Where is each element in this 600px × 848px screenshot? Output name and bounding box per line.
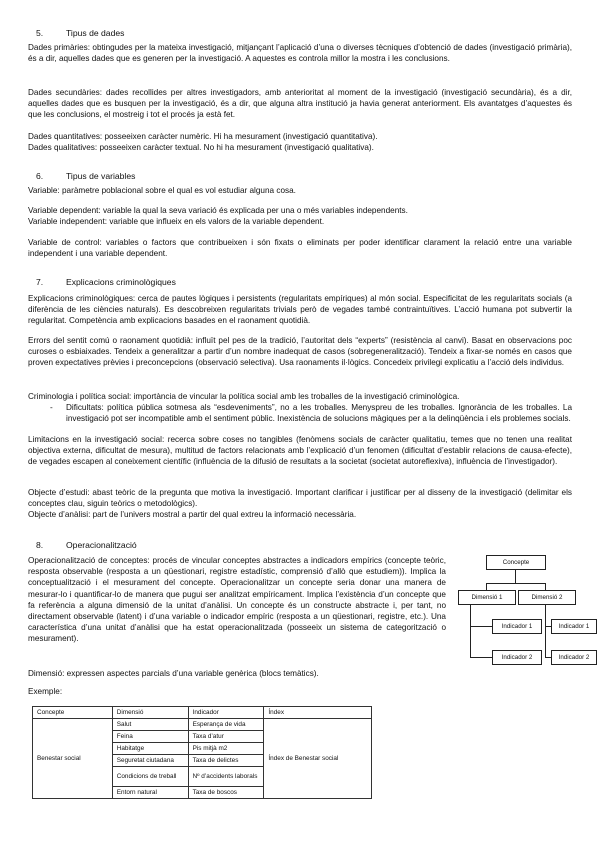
table-cell-indicator: Taxa de delictes (188, 755, 264, 767)
table-header-concepte: Concepte (33, 707, 113, 719)
paragraph-operacionalitzacio: Operacionalització de conceptes: procés de vincular conceptes abstractes a indicadors empírics (concepte teòric, resposta observable (resposta a un qüestionari, registre estadístic, comprensió d’allò que estudiem)). Implica la conceptualització i el mesurament del concepte. Operacionalitzar un concepte seria donar una manera de mesurar-lo i quantificar-lo de manera que pugui ser analitzat empíricament. Implica l’existència d’un concepte que fa referència a alguna dimensió de la unitat d’anàlisi. Un concepte és un constructe abstracte i, per tant, no directament observable (latent) i d’una variable o indicador empíric (resposta a un qüestionari, registre, etc.). Una característica d’una unitat d’anàlisi que ha estat operacionalitzada (posseeix un sistema de categorització o mesurament). (28, 556, 446, 644)
paragraph-variable-independent: Variable independent: variable que influeix en els valors de la variable dependent. (28, 217, 325, 226)
section-6-heading (0, 171, 135, 182)
diagram-connector (486, 583, 546, 584)
paragraph-limitacions: Limitacions en la investigació social: recerca sobre coses no tangibles (fenòmens socials de caràcter qualitatiu, temes que no tenen una realitat objectiva externa, dificultat de mesura), multitud de factors relacionats amb l’explicació d’un fenomen (dificultat d’establir relacions de causa-efecte), de vegades escapen al coneixement científic (influència de la difusió de resultats a la societat (societat autoreflexiva), influència de l’investigador). (28, 435, 572, 467)
paragraph-variable-control: Variable de control: variables o factors que contribueixen i són fixats o eliminats per poder identificar clarament la relació entre una variable independent i una variable dependent. (28, 238, 572, 259)
paragraph-criminologia-politica: Criminologia i política social: importància de vincular la política social amb les troballes de la investigació criminològica. (28, 392, 460, 401)
section-7-title: Explicacions criminològiques (66, 277, 176, 287)
diagram-connector (515, 569, 516, 583)
paragraph-objecte-analisi: Objecte d’anàlisi: part de l’univers mostral a partir del qual extreu la informació necessària. (28, 510, 357, 519)
table-cell-indicator: Pis mitjà m2 (188, 743, 264, 755)
paragraph-dimensio: Dimensió: expressen aspectes parcials d’una variable genèrica (blocs temàtics). (28, 669, 319, 678)
section-7-number: 7. (36, 277, 44, 287)
diagram-indicator-1-box: Indicador 1 (492, 619, 542, 634)
diagram-connector (545, 583, 546, 590)
bullet-dash: - (50, 403, 53, 412)
table-cell-dimension: Condicions de treball (112, 767, 188, 787)
section-5-title: Tipus de dades (66, 28, 125, 38)
diagram-dimension-1-box: Dimensió 1 (458, 590, 516, 605)
section-5-number: 5. (36, 28, 44, 38)
table-cell-concept: Benestar social (33, 719, 113, 799)
table-cell-indicator: Esperança de vida (188, 719, 264, 731)
table-cell-dimension: Seguretat ciutadana (112, 755, 188, 767)
table-cell-indicator: Taxa d’atur (188, 731, 264, 743)
example-table (32, 706, 372, 799)
table-cell-dimension: Habitatge (112, 743, 188, 755)
paragraph-objecte-estudi: Objecte d’estudi: abast teòric de la pregunta que motiva la investigació. Important clarificar i justificar per al disseny de la investigació (delimitar els conceptes clau, siguin teòrics o metodològics). (28, 488, 572, 509)
diagram-concept-box: Concepte (486, 555, 546, 570)
diagram-connector (545, 604, 546, 658)
table-header-indicador: Indicador (188, 707, 264, 719)
diagram-connector (470, 657, 492, 658)
table-cell-indicator: Nº d’accidents laborals (188, 767, 264, 787)
table-cell-indicator: Taxa de boscos (188, 787, 264, 799)
paragraph-dades-quantitatives: Dades quantitatives: posseeixen caràcter numèric. Hi ha mesurament (investigació quantitativa). (28, 132, 378, 141)
paragraph-exemple: Exemple: (28, 687, 63, 696)
table-cell-dimension: Salut (112, 719, 188, 731)
section-8-number: 8. (36, 540, 44, 550)
paragraph-variable-dependent: Variable dependent: variable la qual la seva variació és explicada per una o més variables independents. (28, 206, 408, 215)
section-7-heading (0, 277, 176, 288)
paragraph-errors-sentit-comu: Errors del sentit comú o raonament quotidià: influït pel pes de la tradició, l’autoritat dels “experts” (resistència al canvi). Basat en observacions poc curoses o esbiaixades. Tendeix a generalitzar a partir d’un nombre inadequat de casos (sobregeneralització). Tendeix a fixar-se només en casos que proven expectatives prèvies i preconcepcions (observació selectiva). Usa raonaments il·lògics. Concedeix privilegi explicatiu a l’acció dels individus. (28, 336, 572, 368)
diagram-connector (470, 604, 471, 658)
diagram-dimension-2-box: Dimensió 2 (518, 590, 576, 605)
diagram-connector (486, 583, 487, 590)
paragraph-dades-secundaries: Dades secundàries: dades recollides per altres investigadors, amb anterioritat al moment de la investigació (investigació secundària), és a dir, aquelles dades que es busquen per la investigació, és a dir, que alguna altra institució ja havia generat anteriorment. Els avantatges d’aquestes és que les conclusions, el mostreig i tot el procés ja està fet. (28, 88, 572, 120)
table-header-index: Índex (264, 707, 372, 719)
paragraph-variable: Variable: paràmetre poblacional sobre el qual es vol estudiar alguna cosa. (28, 186, 296, 195)
diagram-indicator-4-box: Indicador 2 (551, 650, 597, 665)
section-8-title: Operacionalització (66, 540, 137, 550)
bullet-dificultats (50, 402, 572, 424)
table-cell-index: Índex de Benestar social (264, 719, 372, 799)
table-header-dimensio: Dimensió (112, 707, 188, 719)
section-8-heading (0, 540, 137, 551)
table-header-row (33, 707, 372, 719)
diagram-indicator-3-box: Indicador 1 (551, 619, 597, 634)
section-6-title: Tipus de variables (66, 171, 136, 181)
section-6-number: 6. (36, 171, 44, 181)
paragraph-dades-primaries: Dades primàries: obtingudes per la mateixa investigació, mitjançant l’aplicació d’una o diverses tècniques d’obtenció de dades (investigació primària), és a dir, aquelles dades que es generen per la investigació. A aquestes es controla millor la mostra i les conclusions. (28, 43, 572, 64)
table-cell-dimension: Entorn natural (112, 787, 188, 799)
diagram-indicator-2-box: Indicador 2 (492, 650, 542, 665)
diagram-connector (470, 626, 492, 627)
table-row (33, 719, 372, 731)
table-cell-dimension: Feina (112, 731, 188, 743)
paragraph-dades-qualitatives: Dades qualitatives: posseeixen caràcter textual. No hi ha mesurament (investigació qualitativa). (28, 143, 374, 152)
bullet-dificultats-text: Dificultats: política pública sotmesa als “esdeveniments”, no a les troballes. Menyspreu de les troballes. Ignorància de les troballes. La investigació pot ser incompatible amb el sentiment públic. Inexistència de solucions màgiques per a la delinqüència i els problemes socials. (66, 403, 572, 424)
paragraph-explicacions: Explicacions criminològiques: cerca de pautes lògiques i persistents (regularitats empíriques) al món social. Especificitat de les regularitats socials (a diferència de les ciències naturals). Es descobreixen regularitats trivials però de vegades també contraintuïtives. L’acció humana pot subvertir la regularitat. Competència amb explicacions basades en el raonament quotidià. (28, 294, 572, 326)
section-5-heading (0, 28, 124, 39)
